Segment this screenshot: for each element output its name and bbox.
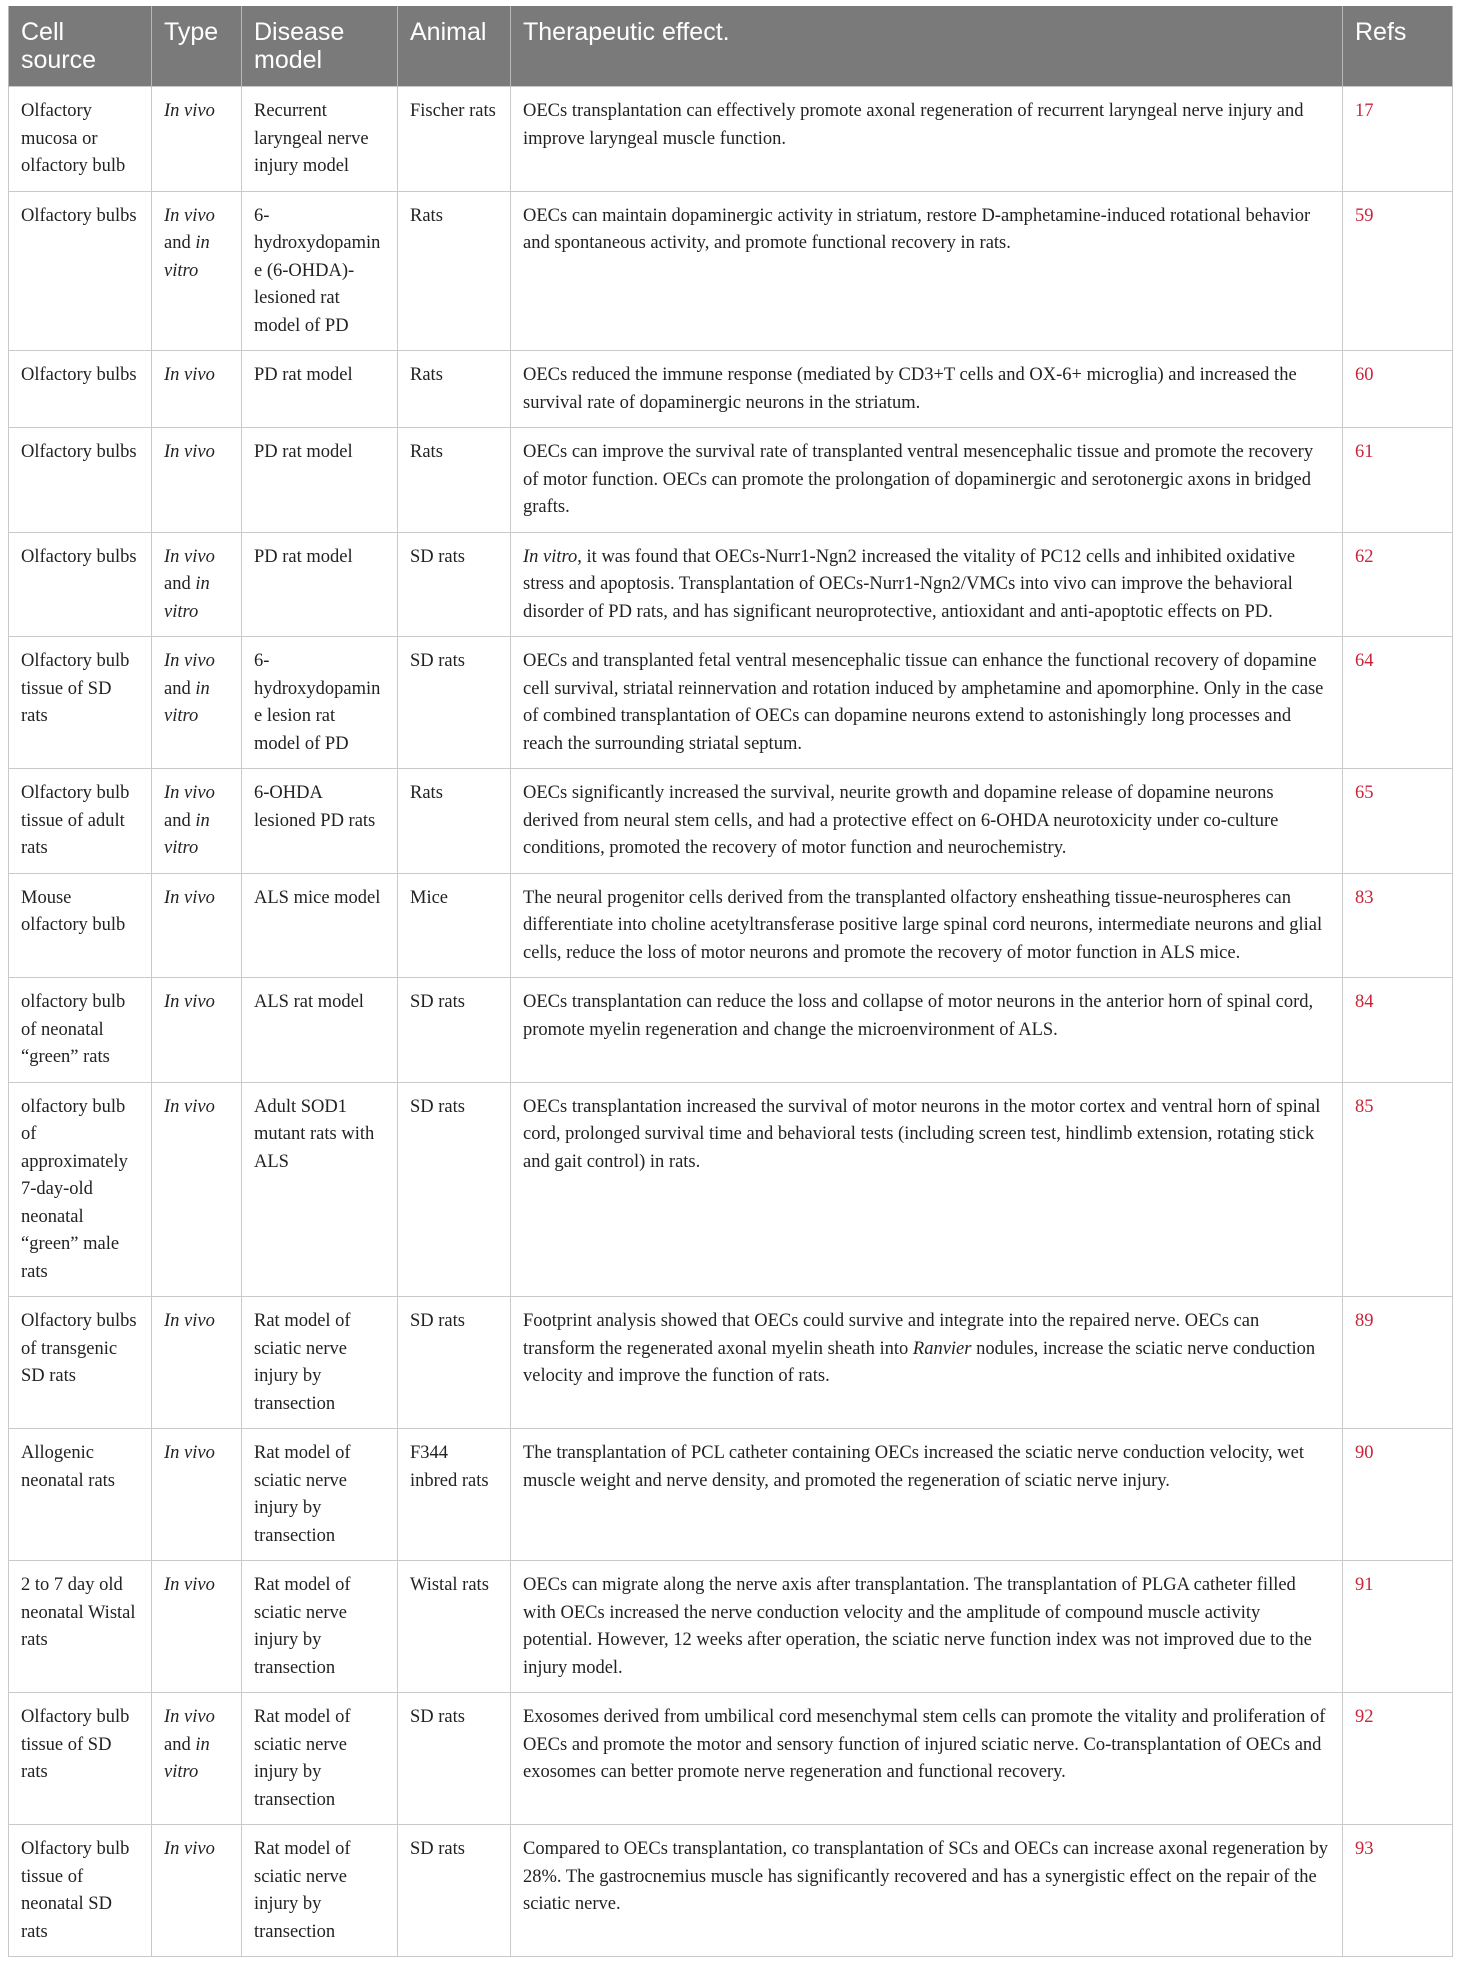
type-cell: In vivo and in vitro: [152, 637, 242, 769]
cell-source: Olfactory bulb tissue of neonatal SD rats: [9, 1825, 152, 1957]
table-row: [9, 1082, 1453, 1297]
cell-source: Olfactory bulbs: [9, 351, 152, 428]
therapeutic-effects-table: [8, 6, 1453, 1957]
animal: SD rats: [398, 1297, 511, 1429]
type-cell: In vivo and in vitro: [152, 769, 242, 874]
type-cell: In vivo: [152, 1082, 242, 1297]
animal: Rats: [398, 191, 511, 351]
animal: Wistal rats: [398, 1561, 511, 1693]
effect-text: , it was found that OECs-Nurr1-Ngn2 increased the vitality of PC12 cells and inhibited oxidative stress and apoptosis. Transplantation of OECs-Nurr1-Ngn2/VMCs into vivo can improve the behavioral disorder of PD rats, and has significant neuroprotective, antioxidant and anti-apoptotic effects on PD.: [523, 546, 1296, 622]
therapeutic-effect: [511, 1825, 1343, 1957]
cell-source: Olfactory bulbs: [9, 532, 152, 637]
ref-link[interactable]: 84: [1343, 978, 1453, 1083]
therapeutic-effect: [511, 637, 1343, 769]
therapeutic-effect: [511, 1429, 1343, 1561]
header-therapeutic-effect: Therapeutic effect.: [511, 6, 1343, 87]
disease-model: Rat model of sciatic nerve injury by transection: [242, 1561, 398, 1693]
type-cell: In vivo: [152, 1297, 242, 1429]
table-row: [9, 87, 1453, 192]
animal: Rats: [398, 351, 511, 428]
ref-link[interactable]: 89: [1343, 1297, 1453, 1429]
therapeutic-effect: [511, 428, 1343, 533]
type-cell: In vivo: [152, 1429, 242, 1561]
effect-text: OECs transplantation can effectively promote axonal regeneration of recurrent laryngeal nerve injury and improve laryngeal muscle function.: [523, 101, 1304, 149]
effect-text: Compared to OECs transplantation, co transplantation of SCs and OECs can increase axonal regeneration by 28%. The gastrocnemius muscle has significantly recovered and has a synergistic effect on the repair of the sciatic nerve.: [523, 1839, 1329, 1914]
disease-model: ALS mice model: [242, 873, 398, 978]
type-cell: In vivo: [152, 87, 242, 192]
table-row: [9, 1561, 1453, 1693]
table-row: [9, 1297, 1453, 1429]
effect-text: OECs significantly increased the survival, neurite growth and dopamine release of dopamine neurons derived from neural stem cells, and had a protective effect on 6-OHDA neurotoxicity under co-culture conditions, promoted the recovery of motor function and neurochemistry.: [523, 783, 1279, 858]
therapeutic-effect: [511, 1693, 1343, 1825]
effect-text: The transplantation of PCL catheter containing OECs increased the sciatic nerve conduction velocity, wet muscle weight and nerve density, and promoted the regeneration of sciatic nerve injury.: [523, 1443, 1305, 1491]
effect-italic: Ranvier: [912, 1338, 972, 1359]
animal: SD rats: [398, 1082, 511, 1297]
type-cell: In vivo: [152, 351, 242, 428]
disease-model: Adult SOD1 mutant rats with ALS: [242, 1082, 398, 1297]
table-row: [9, 1825, 1453, 1957]
effect-text: OECs and transplanted fetal ventral mesencephalic tissue can enhance the functional recovery of dopamine cell survival, striatal reinnervation and rotation induced by amphetamine and apomorphine. Only in the case of combined transplantation of OECs can dopamine neurons extend to astonishingly long processes and reach the surrounding striatal septum.: [523, 651, 1324, 754]
animal: F344 inbred rats: [398, 1429, 511, 1561]
animal: Rats: [398, 769, 511, 874]
type-cell: In vivo: [152, 978, 242, 1083]
ref-link[interactable]: 83: [1343, 873, 1453, 978]
therapeutic-effect: [511, 1561, 1343, 1693]
type-cell: In vivo and in vitro: [152, 191, 242, 351]
therapeutic-effect: [511, 873, 1343, 978]
table-row: [9, 191, 1453, 351]
effect-pre: Footprint analysis showed that OECs could survive and integrate into the repaired nerve. OECs can transform the regenerated axonal myelin sheath into: [523, 1311, 1260, 1359]
header-row: [9, 6, 1453, 87]
header-refs: Refs: [1343, 6, 1453, 87]
effect-text: OECs can maintain dopaminergic activity in striatum, restore D-amphetamine-induced rotational behavior and spontaneous activity, and promote functional recovery in rats.: [523, 205, 1311, 253]
ref-link[interactable]: 64: [1343, 637, 1453, 769]
header-type: Type: [152, 6, 242, 87]
ref-link[interactable]: 65: [1343, 769, 1453, 874]
type-cell: In vivo: [152, 873, 242, 978]
table-row: [9, 637, 1453, 769]
animal: SD rats: [398, 1693, 511, 1825]
cell-source: Olfactory bulb tissue of SD rats: [9, 637, 152, 769]
disease-model: Recurrent laryngeal nerve injury model: [242, 87, 398, 192]
effect-text: Exosomes derived from umbilical cord mesenchymal stem cells can promote the vitality and proliferation of OECs and promote the motor and sensory function of injured sciatic nerve. Co-transplantation of OECs and exosomes can better promote nerve regeneration and functional recovery.: [523, 1707, 1326, 1782]
effect-text: The neural progenitor cells derived from the transplanted olfactory ensheathing tissue-neurospheres can differentiate into choline acetyltransferase positive large spinal cord neurons, intermediate neurons and glial cells, reduce the loss of motor neurons and promote the recovery of motor function in ALS mice.: [523, 887, 1323, 963]
effect-text: OECs transplantation can reduce the loss and collapse of motor neurons in the anterior horn of spinal cord, promote myelin regeneration and change the microenvironment of ALS.: [523, 992, 1314, 1040]
disease-model: 6-hydroxydopamine (6-OHDA)-lesioned rat model of PD: [242, 191, 398, 351]
header-cell-source: Cell source: [9, 6, 152, 87]
disease-model: ALS rat model: [242, 978, 398, 1083]
cell-source: olfactory bulb of neonatal “green” rats: [9, 978, 152, 1083]
cell-source: Olfactory mucosa or olfactory bulb: [9, 87, 152, 192]
ref-link[interactable]: 92: [1343, 1693, 1453, 1825]
cell-source: olfactory bulb of approximately 7-day-old neonatal “green” male rats: [9, 1082, 152, 1297]
ref-link[interactable]: 60: [1343, 351, 1453, 428]
disease-model: Rat model of sciatic nerve injury by transection: [242, 1825, 398, 1957]
animal: Fischer rats: [398, 87, 511, 192]
ref-link[interactable]: 62: [1343, 532, 1453, 637]
cell-source: Olfactory bulb tissue of adult rats: [9, 769, 152, 874]
effect-lead-italic: In vitro: [523, 546, 578, 567]
therapeutic-effect: [511, 769, 1343, 874]
table-row: [9, 873, 1453, 978]
disease-model: Rat model of sciatic nerve injury by transection: [242, 1297, 398, 1429]
disease-model: 6-hydroxydopamine lesion rat model of PD: [242, 637, 398, 769]
cell-source: 2 to 7 day old neonatal Wistal rats: [9, 1561, 152, 1693]
cell-source: Olfactory bulbs of transgenic SD rats: [9, 1297, 152, 1429]
header-disease-model: Disease model: [242, 6, 398, 87]
disease-model: 6-OHDA lesioned PD rats: [242, 769, 398, 874]
type-cell: In vivo: [152, 1825, 242, 1957]
therapeutic-effect: [511, 87, 1343, 192]
disease-model: PD rat model: [242, 351, 398, 428]
ref-link[interactable]: 59: [1343, 191, 1453, 351]
effect-text: OECs can migrate along the nerve axis after transplantation. The transplantation of PLGA catheter filled with OECs increased the nerve conduction velocity and the amplitude of compound muscle activity potential. However, 12 weeks after operation, the sciatic nerve function index was not improved due to the injury model.: [523, 1575, 1312, 1678]
ref-link[interactable]: 17: [1343, 87, 1453, 192]
table-row: [9, 769, 1453, 874]
ref-link[interactable]: 90: [1343, 1429, 1453, 1561]
cell-source: Olfactory bulb tissue of SD rats: [9, 1693, 152, 1825]
type-cell: In vivo: [152, 428, 242, 533]
animal: SD rats: [398, 978, 511, 1083]
table-body: [9, 87, 1453, 1957]
animal: SD rats: [398, 637, 511, 769]
animal: Rats: [398, 428, 511, 533]
therapeutic-effect: [511, 1082, 1343, 1297]
animal: SD rats: [398, 532, 511, 637]
effect-text: OECs can improve the survival rate of transplanted ventral mesencephalic tissue and promote the recovery of motor function. OECs can promote the prolongation of dopaminergic and serotonergic axons in bridged grafts.: [523, 442, 1314, 517]
disease-model: PD rat model: [242, 428, 398, 533]
animal: Mice: [398, 873, 511, 978]
effect-text: nodules, increase the sciatic nerve conduction velocity and improve the function of rats.: [523, 1338, 1316, 1386]
effect-text: OECs transplantation increased the survival of motor neurons in the motor cortex and ventral horn of spinal cord, prolonged survival time and behavioral tests (including screen test, hindlimb extension, rotating stick and gait control) in rats.: [523, 1096, 1321, 1172]
cell-source: Olfactory bulbs: [9, 191, 152, 351]
type-cell: In vivo and in vitro: [152, 532, 242, 637]
cell-source: Allogenic neonatal rats: [9, 1429, 152, 1561]
ref-link[interactable]: 61: [1343, 428, 1453, 533]
ref-link[interactable]: 93: [1343, 1825, 1453, 1957]
header-animal: Animal: [398, 6, 511, 87]
table-header: [9, 6, 1453, 87]
therapeutic-effect: [511, 191, 1343, 351]
effect-text: OECs reduced the immune response (mediated by CD3+T cells and OX-6+ microglia) and increased the survival rate of dopaminergic neurons in the striatum.: [523, 365, 1297, 413]
disease-model: Rat model of sciatic nerve injury by transection: [242, 1693, 398, 1825]
table-row: [9, 1429, 1453, 1561]
therapeutic-effect: [511, 351, 1343, 428]
therapeutic-effect: [511, 978, 1343, 1083]
table-row: [9, 428, 1453, 533]
cell-source: Mouse olfactory bulb: [9, 873, 152, 978]
table-row: [9, 978, 1453, 1083]
ref-link[interactable]: 85: [1343, 1082, 1453, 1297]
ref-link[interactable]: 91: [1343, 1561, 1453, 1693]
therapeutic-effect: [511, 1297, 1343, 1429]
table-row: [9, 351, 1453, 428]
table-row: [9, 1693, 1453, 1825]
therapeutic-effect: [511, 532, 1343, 637]
table-row: [9, 532, 1453, 637]
disease-model: PD rat model: [242, 532, 398, 637]
disease-model: Rat model of sciatic nerve injury by transection: [242, 1429, 398, 1561]
animal: SD rats: [398, 1825, 511, 1957]
cell-source: Olfactory bulbs: [9, 428, 152, 533]
type-cell: In vivo and in vitro: [152, 1693, 242, 1825]
type-cell: In vivo: [152, 1561, 242, 1693]
